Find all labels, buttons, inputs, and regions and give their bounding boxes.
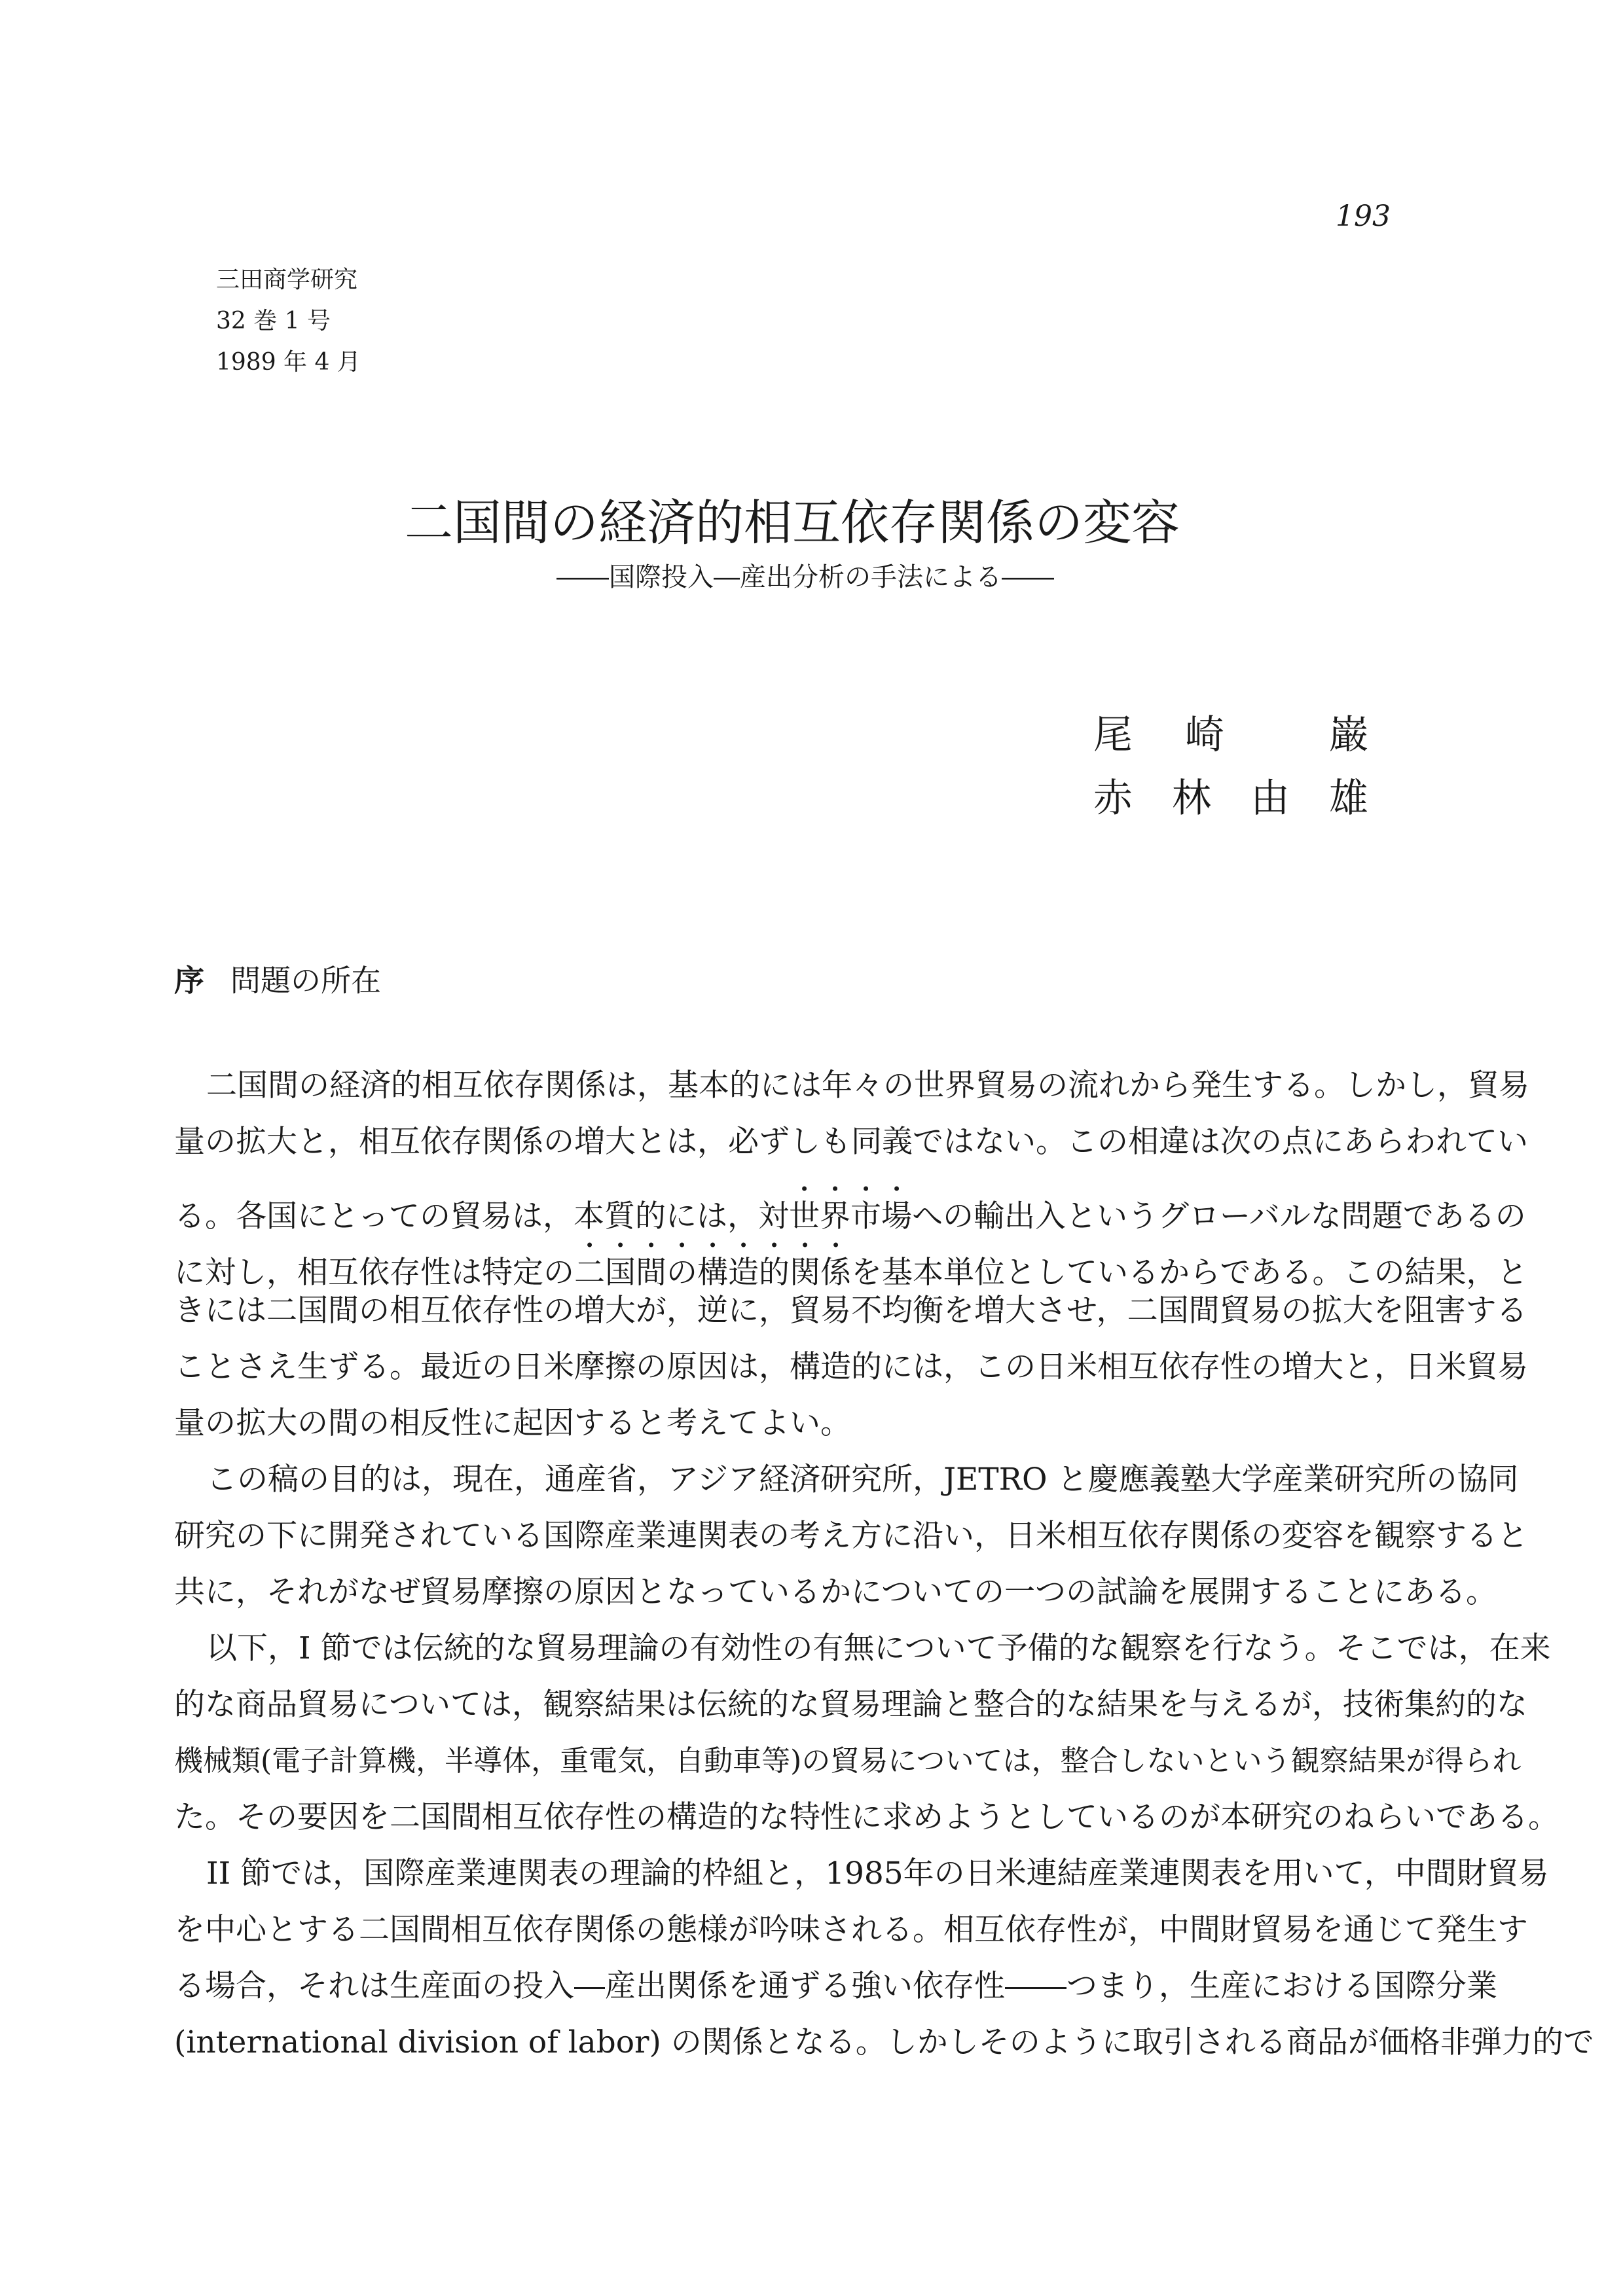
author-2 (1093, 767, 1368, 823)
body-line: 量の拡大の間の相反性に起因すると考えてよい。 (174, 1405, 851, 1441)
body-line (174, 1180, 1526, 1235)
body-line: 機械類(電子計算機，半導体，重電気，自動車等)の貿易については，整合しないという観察結果が得られ (174, 1744, 1522, 1778)
journal-date: 1989 年 4 月 (216, 349, 361, 376)
body-line: この稿の目的は，現在，通産省，アジア経済研究所，JETRO と慶應義塾大学産業研究所の協同 (206, 1462, 1519, 1498)
paper-subtitle: ――国際投入―産出分析の手法による―― (556, 562, 1054, 592)
text-segment: への輸出入というグローバルな問題であるの (912, 1198, 1526, 1234)
author-char: 尾 (1093, 712, 1133, 758)
body-line: 共に，それがなぜ貿易摩擦の原因となっているかについての一つの試論を展開することにある。 (174, 1574, 1497, 1610)
journal-volume: 32 巻 1 号 (216, 308, 331, 334)
body-line: を中心とする二国間相互依存関係の態様が吟味される。相互依存性が，中間財貿易を通じて発生す (174, 1912, 1528, 1948)
body-line: 量の拡大と，相互依存関係の増大とは，必ずしも同義ではない。この相違は次の点にあらわれてい (174, 1124, 1528, 1160)
author-char: 林 (1172, 776, 1211, 821)
body-line: 二国間の経済的相互依存関係は，基本的には年々の世界貿易の流れから発生する。しかし，貿易 (206, 1067, 1529, 1103)
section-heading (174, 957, 381, 1000)
page-number: 193 (1336, 200, 1391, 233)
emphasized-text: 二国間の構造的関係 (574, 1255, 851, 1291)
journal-name: 三田商学研究 (216, 266, 358, 293)
author-char: 赤 (1093, 776, 1133, 821)
author-char: 崎 (1185, 712, 1224, 758)
body-line: る場合，それは生産面の投入―産出関係を通ずる強い依存性――つまり，生産における国際分業 (174, 1968, 1497, 2004)
body-line: 研究の下に開発されている国際産業連関表の考え方に沿い，日米相互依存関係の変容を観察すると (174, 1518, 1528, 1554)
emphasized-text: 世界市場 (789, 1198, 913, 1234)
section-mark: 序 (174, 963, 204, 998)
body-line: II 節では，国際産業連関表の理論的枠組と，1985年の日米連結産業連関表を用いて，中間財貿易 (206, 1856, 1549, 1892)
body-line (174, 1236, 1528, 1291)
author-char: 雄 (1329, 776, 1368, 821)
paper-title: 二国間の経済的相互依存関係の変容 (405, 495, 1180, 551)
author-char: 由 (1250, 776, 1290, 821)
section-title: 問題の所在 (230, 963, 381, 998)
body-line: た。その要因を二国間相互依存性の構造的な特性に求めようとしているのが本研究のねらいである。 (174, 1799, 1559, 1835)
body-line: 的な商品貿易については，観察結果は伝統的な貿易理論と整合的な結果を与えるが，技術集約的な (174, 1687, 1528, 1723)
text-segment: る。各国にとっての貿易は，本質的には，対 (174, 1198, 790, 1234)
author-1 (1093, 704, 1368, 760)
body-line: きには二国間の相互依存性の増大が，逆に，貿易不均衡を増大させ，二国間貿易の拡大を阻害する (174, 1293, 1527, 1329)
author-char: 巌 (1329, 712, 1368, 758)
body-line: 以下，I 節では伝統的な貿易理論の有効性の有無について予備的な観察を行なう。そこでは，在来 (206, 1630, 1551, 1666)
body-line: (international division of labor) の関係となる。しかしそのように取引される商品が価格非弾力的で (174, 2024, 1594, 2060)
text-segment: を基本単位としているからである。この結果，と (851, 1255, 1528, 1291)
text-segment: に対し，相互依存性は特定の (174, 1255, 574, 1291)
body-line: ことさえ生ずる。最近の日米摩擦の原因は，構造的には，この日米相互依存性の増大と，日米貿易 (174, 1349, 1528, 1385)
